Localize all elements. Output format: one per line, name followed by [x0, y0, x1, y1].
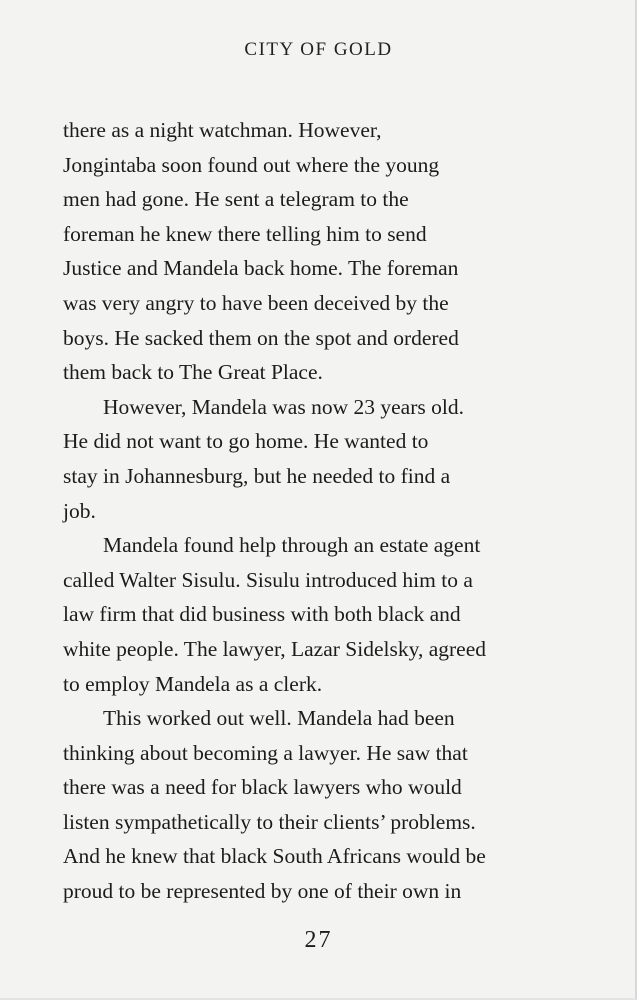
text-line: thinking about becoming a lawyer. He saw that [63, 740, 468, 765]
running-head: CITY OF GOLD [244, 39, 393, 60]
text-line: white people. The lawyer, Lazar Sidelsky, agreed [63, 636, 486, 661]
text-line: boys. He sacked them on the spot and ordered [63, 325, 459, 350]
text-line: Jongintaba soon found out where the young [63, 152, 440, 177]
text-line: And he knew that black South Africans would be [63, 844, 486, 869]
text-line: Justice and Mandela back home. The foreman [63, 256, 459, 281]
text-line: He did not want to go home. He wanted to [63, 429, 429, 454]
text-line: foreman he knew there telling him to send [63, 221, 427, 246]
paragraph-first-line: This worked out well. Mandela had been [103, 706, 455, 731]
text-line: proud to be represented by one of their own in [63, 879, 462, 904]
text-line: listen sympathetically to their clients’ problems. [63, 809, 476, 834]
text-line: called Walter Sisulu. Sisulu introduced him to a [63, 567, 473, 592]
page-number: 27 [304, 927, 333, 953]
text-line: there as a night watchman. However, [63, 118, 382, 142]
text-line: stay in Johannesburg, but he needed to find a [63, 463, 451, 488]
text-line: them back to The Great Place. [63, 360, 323, 385]
text-line: men had gone. He sent a telegram to the [63, 187, 409, 212]
text-line: was very angry to have been deceived by the [63, 290, 449, 315]
body-text [63, 113, 563, 909]
text-line: there was a need for black lawyers who would [63, 775, 462, 800]
paragraph-first-line: However, Mandela was now 23 years old. [103, 394, 464, 419]
paragraph-first-line: Mandela found help through an estate agent [103, 533, 481, 558]
text-line: job. [63, 498, 96, 523]
text-line: to employ Mandela as a clerk. [63, 671, 323, 696]
text-line: law firm that did business with both black and [63, 602, 461, 627]
